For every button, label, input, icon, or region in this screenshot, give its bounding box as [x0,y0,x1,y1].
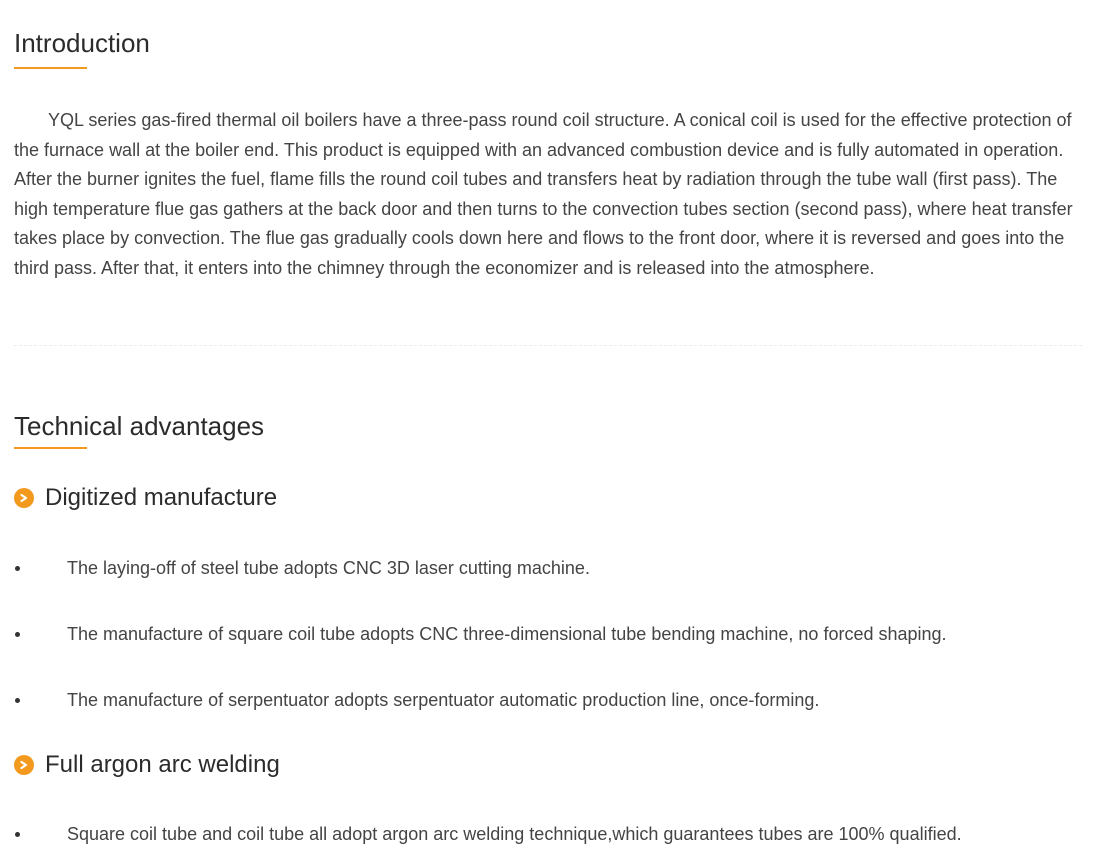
list-item-text: Square coil tube and coil tube all adopt argon arc welding technique,which guarantees tubes are 100% qualified. [67,824,962,844]
list-item [14,623,947,645]
bullet-icon [15,698,20,703]
bullet-icon [15,832,20,837]
introduction-title-underline [14,67,87,69]
subheading-label: Full argon arc welding [45,751,280,778]
subheading-full-argon-arc-welding [14,751,280,779]
list-item-text: The laying-off of steel tube adopts CNC 3D laser cutting machine. [67,558,590,578]
bullet-icon [15,632,20,637]
technical-advantages-title-underline [14,447,87,449]
bullet-icon [15,566,20,571]
list-item-text: The manufacture of serpentuator adopts serpentuator automatic production line, once-forming. [67,690,820,710]
subheading-digitized-manufacture [14,484,277,512]
chevron-circle-icon [14,488,34,508]
introduction-paragraph: YQL series gas-fired thermal oil boilers have a three-pass round coil structure. A conical coil is used for the effective protection of the furnace wall at the boiler end. This product is equipped with an advanced combustion device and is fully automated in operation. After the burner ignites the fuel, flame fills the round coil tubes and transfers heat by radiation through the tube wall (first pass). The high temperature flue gas gathers at the back door and then turns to the convection tubes section (second pass), where heat transfer takes place by convection. The flue gas gradually cools down here and flows to the front door, where it is reversed and goes into the third pass. After that, it enters into the chimney through the economizer and is released into the atmosphere. [14,110,1073,278]
introduction-title: Introduction [14,28,150,58]
subheading-label: Digitized manufacture [45,484,278,511]
technical-advantages-title: Technical advantages [14,411,265,441]
list-item [14,689,819,711]
chevron-circle-icon [14,755,34,775]
list-item [14,823,962,845]
list-item [14,557,590,579]
list-item-text: The manufacture of square coil tube adopts CNC three-dimensional tube bending machine, no forced shaping. [67,624,947,644]
section-divider [14,345,1082,346]
